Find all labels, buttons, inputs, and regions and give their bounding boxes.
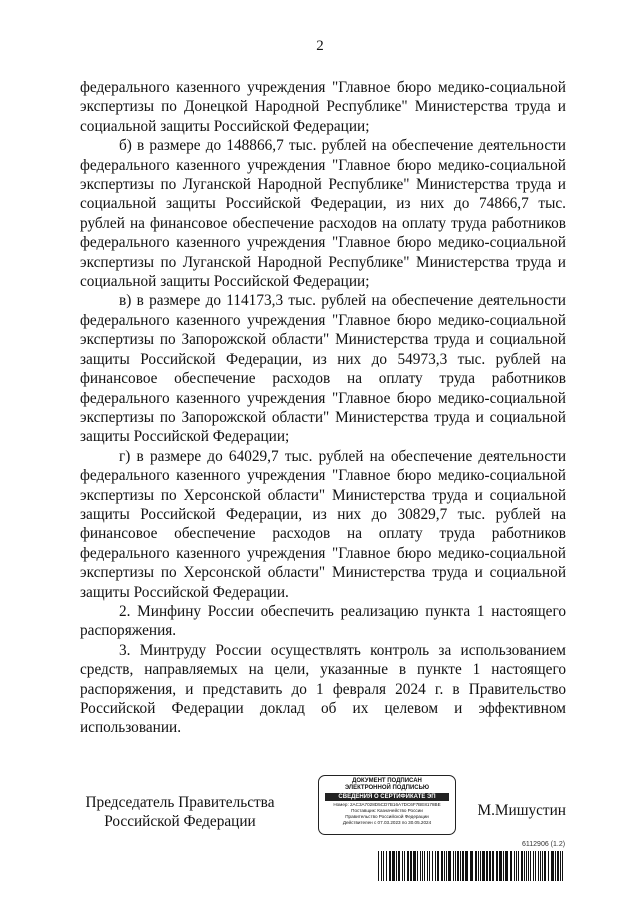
barcode-bar	[398, 851, 400, 881]
barcode-bar	[540, 851, 541, 881]
signatory-position	[80, 793, 280, 832]
barcode-bar	[544, 851, 546, 881]
stamp-issuer-2: Правительство Российской Федерации	[345, 814, 429, 819]
barcode-bar	[460, 851, 461, 881]
barcode-bar	[413, 851, 416, 881]
barcode-bar	[378, 851, 379, 881]
barcode-bar	[489, 851, 491, 881]
barcode-bar	[383, 851, 384, 881]
paragraph-item-2: 2. Минфину России обеспечить реализацию пункта 1 настоящего распоряжения.	[80, 602, 566, 640]
stamp-line-2: ЭЛЕКТРОННОЙ ПОДПИСЬЮ	[344, 785, 430, 791]
barcode-bar	[381, 851, 382, 881]
barcode-bar	[505, 851, 508, 881]
barcode-bar	[528, 851, 529, 881]
stamp-band: СВЕДЕНИЯ О СЕРТИФИКАТЕ ЭП	[325, 793, 449, 801]
document-code: 6112906 (1.2)	[522, 841, 566, 848]
paragraph-item-3: 3. Минтруду России осуществлять контроль за использованием средств, направляемых на цели, указанные в пункте 1 настоящего распоряжения, и представить до 1 февраля 2024 г. в Правительство Российской Федерации доклад об их целевом и эффективном использовании.	[80, 641, 566, 737]
stamp-issuer-1: Поставщик: Казначейство России	[351, 808, 423, 813]
barcode-bar	[478, 851, 479, 881]
barcode-bar	[518, 851, 519, 881]
barcode-bar	[386, 851, 387, 881]
barcode-bar	[404, 851, 405, 881]
barcode-bar	[389, 851, 391, 881]
barcode-bar	[417, 851, 418, 881]
barcode-bar	[486, 851, 488, 881]
barcode-bar	[410, 851, 412, 881]
barcode-bar	[480, 851, 481, 881]
barcode-bar	[407, 851, 409, 881]
barcode-bar	[530, 851, 531, 881]
barcode-bar	[462, 851, 464, 881]
barcode-bar	[453, 851, 454, 881]
barcode-bar	[524, 851, 525, 881]
barcode-bar	[521, 851, 523, 881]
barcode-bar	[420, 851, 421, 881]
barcode-bar	[542, 851, 543, 881]
barcode-bar	[562, 851, 563, 881]
barcode-bar	[482, 851, 485, 881]
barcode-bar	[551, 851, 554, 881]
paragraph-1: федерального казенного учреждения "Главное бюро медико-социальной экспертизы по Донецкой Народной Республике" Министерства труда и социальной защиты Российской Федерации;	[80, 79, 566, 135]
barcode-bar	[424, 851, 425, 881]
barcode-bar	[503, 851, 504, 881]
barcode-bar	[432, 851, 433, 881]
barcode-bar	[396, 851, 397, 881]
paragraph-v: в) в размере до 114173,3 тыс. рублей на обеспечение деятельности федерального казенного учреждения "Главное бюро медико-социальной экспертизы по Запорожской области" Министерства труда и социальной защиты Российской Федерации, из них до 54973,3 тыс. рублей на финансовое обеспечение расходов на оплату труда работников федерального казенного учреждения "Главное бюро медико-социальной экспертизы по Запорожской области" Министерства труда и социальной защиты Российской Федерации;	[80, 292, 566, 446]
barcode-bar	[455, 851, 456, 881]
barcode-bar	[465, 851, 468, 881]
barcode-bar	[427, 851, 428, 881]
barcode-bar	[533, 851, 534, 881]
barcode-bar	[444, 851, 445, 881]
barcode-bar	[429, 851, 430, 881]
barcode-bar	[457, 851, 459, 881]
signatory-name: М.Мишустин	[477, 802, 566, 819]
document-body	[80, 78, 566, 738]
barcode-bar	[475, 851, 477, 881]
barcode-bar	[510, 851, 512, 881]
e-signature-stamp	[318, 775, 456, 835]
stamp-validity: Действителен с 07.03.2023 по 30.05.2024	[342, 820, 432, 825]
barcode-bar	[516, 851, 517, 881]
barcode-bar	[557, 851, 559, 881]
barcode-bar	[392, 851, 395, 881]
stamp-line-1: ДОКУМЕНТ ПОДПИСАН	[352, 778, 422, 784]
barcode-bar	[437, 851, 439, 881]
barcode-image	[378, 851, 566, 881]
barcode-bar	[535, 851, 536, 881]
barcode-bar	[548, 851, 549, 881]
barcode-bar	[492, 851, 494, 881]
position-line-2: Российской Федерации	[104, 813, 256, 831]
barcode-bar	[496, 851, 498, 881]
barcode-bar	[538, 851, 539, 881]
barcode-bar	[422, 851, 423, 881]
barcode-bar	[514, 851, 515, 881]
barcode-bar	[499, 851, 502, 881]
paragraph-b: б) в размере до 148866,7 тыс. рублей на обеспечение деятельности федерального казенного учреждения "Главное бюро медико-социальной экспертизы по Луганской Народной Республике" Министерства труда и социальной защиты Российской Федерации, из них до 74866,7 тыс. рублей на финансовое обеспечение расходов на оплату труда работников федерального казенного учреждения "Главное бюро медико-социальной экспертизы по Луганской Народной Республике" Министерства труда и социальной защиты Российской Федерации;	[80, 137, 566, 291]
barcode-bar	[470, 851, 473, 881]
barcode-bar	[402, 851, 403, 881]
barcode-bar	[555, 851, 556, 881]
barcode-bar	[446, 851, 447, 881]
page-number: 2	[316, 38, 324, 54]
paragraph-g: г) в размере до 64029,7 тыс. рублей на обеспечение деятельности федерального казенного учреждения "Главное бюро медико-социальной экспертизы по Херсонской области" Министерства труда и социальной защиты Российской Федерации, из них до 30829,7 тыс. рублей на финансовое обеспечение расходов на оплату труда работников федерального казенного учреждения "Главное бюро медико-социальной экспертизы по Херсонской области" Министерства труда и социальной защиты Российской Федерации.	[80, 447, 566, 601]
position-line-1: Председатель Правительства	[85, 794, 275, 811]
barcode-bar	[448, 851, 451, 881]
barcode-bar	[441, 851, 443, 881]
barcode-bar	[560, 851, 561, 881]
barcode-bar	[526, 851, 527, 881]
stamp-serial: Номер: 2AC3A7028D5CD7B16A7DC6F7BE8178BE	[333, 802, 441, 807]
barcode-bar	[435, 851, 436, 881]
